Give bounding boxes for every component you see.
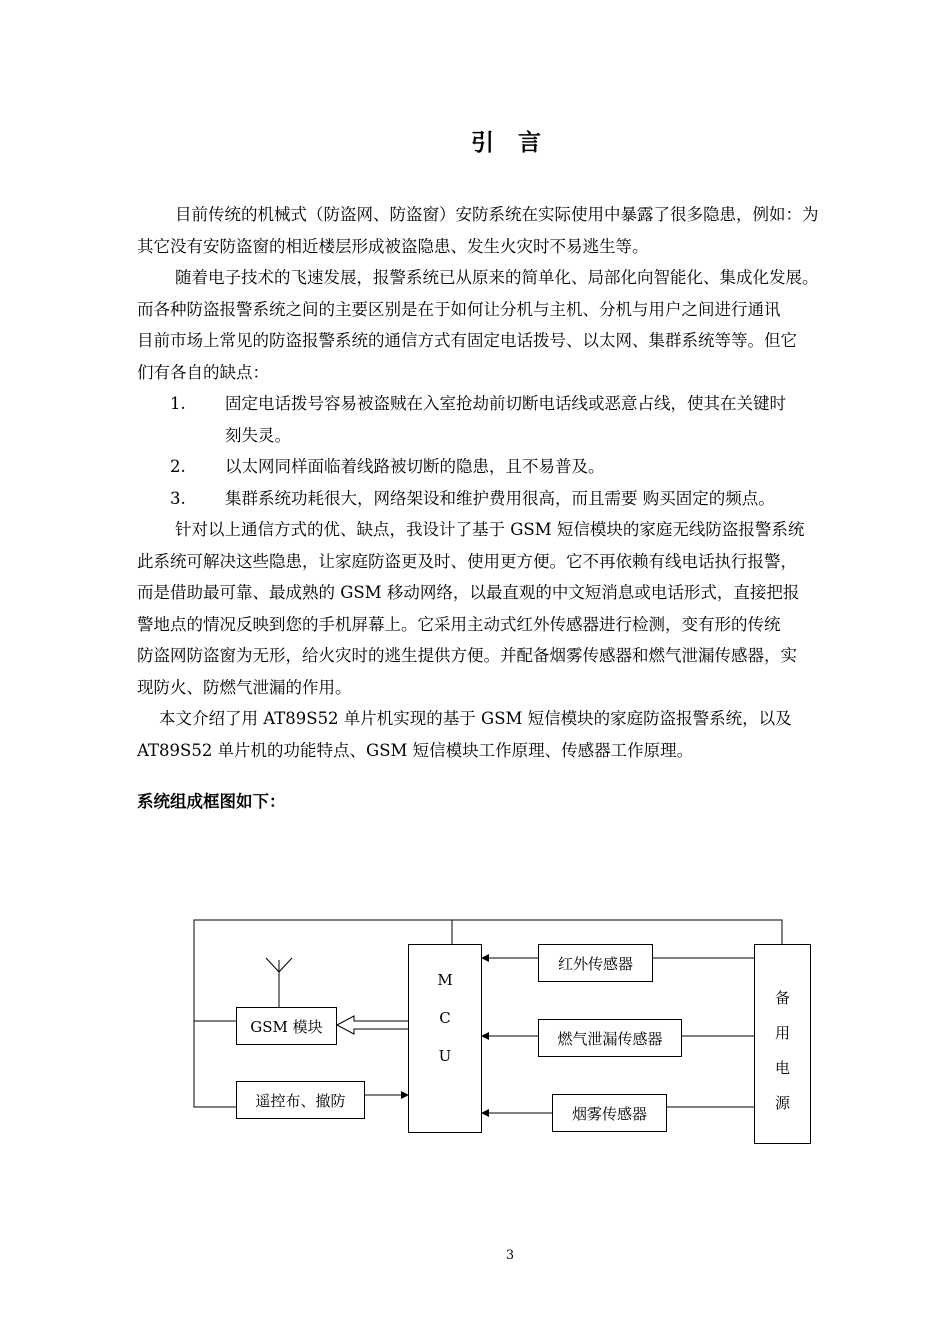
paragraph-line: 本文介绍了用 AT89S52 单片机实现的基于 GSM 短信模块的家庭防盗报警系统，以及 (159, 709, 792, 728)
infrared-sensor-box: 红外传感器 (538, 944, 653, 982)
power-char: 电 (774, 1059, 790, 1077)
paragraph-line: 们有各自的缺点： (137, 362, 269, 382)
remote-control-box: 遥控布、撤防 (236, 1081, 365, 1119)
list-text: 刻失灵。 (225, 425, 291, 445)
power-char: 源 (774, 1094, 790, 1112)
diagram-heading: 系统组成框图如下： (137, 792, 286, 811)
list-number: 2. (170, 457, 186, 476)
list-text: 固定电话拨号容易被盗贼在入室抢劫前切断电话线或恶意占线，使其在关键时 (225, 394, 786, 413)
backup-power-box (754, 944, 811, 1144)
mcu-box (408, 944, 482, 1133)
list-number: 1. (170, 394, 186, 413)
paragraph-line: 而各种防盗报警系统之间的主要区别是在于如何让分机与主机、分机与用户之间进行通讯 (137, 299, 781, 319)
paragraph-line: 警地点的情况反映到您的手机屏幕上。它采用主动式红外传感器进行检测，变有形的传统 (137, 614, 781, 634)
mcu-letter: C (439, 1009, 451, 1027)
list-number: 3. (170, 488, 186, 508)
power-char: 备 (774, 989, 790, 1007)
list-text: 集群系统功耗很大，网络架设和维护费用很高，而且需要 购买固定的频点。 (225, 488, 775, 508)
gsm-module-box: GSM 模块 (236, 1007, 337, 1045)
paragraph-line: 防盗网防盗窗为无形，给火灾时的逃生提供方便。并配备烟雾传感器和燃气泄漏传感器，实 (137, 646, 797, 665)
list-text: 以太网同样面临着线路被切断的隐患，且不易普及。 (225, 457, 605, 476)
paragraph-line: 随着电子技术的飞速发展，报警系统已从原来的简单化、局部化向智能化、集成化发展。 (175, 268, 819, 287)
paragraph-line: 目前传统的机械式（防盗网、防盗窗）安防系统在实际使用中暴露了很多隐患，例如：为 (175, 205, 819, 224)
page-title: 引 言 (470, 129, 549, 156)
hollow-arrow (337, 1016, 409, 1034)
paragraph-line: 目前市场上常见的防盗报警系统的通信方式有固定电话拨号、以太网、集群系统等等。但它 (137, 331, 797, 350)
paragraph-line: 针对以上通信方式的优、缺点，我设计了基于 GSM 短信模块的家庭无线防盗报警系统 (175, 520, 805, 539)
mcu-letter: M (437, 971, 453, 989)
smoke-sensor-box: 烟雾传感器 (552, 1094, 667, 1132)
antenna-icon (266, 958, 292, 1008)
page-number: 3 (505, 1248, 515, 1263)
paragraph-line: 而是借助最可靠、最成熟的 GSM 移动网络，以最直观的中文短消息或电话形式，直接把报 (137, 583, 800, 602)
power-char: 用 (774, 1024, 790, 1042)
paragraph-line: 其它没有安防盗窗的相近楼层形成被盗隐患、发生火灾时不易逃生等。 (137, 236, 649, 256)
paragraph-line: 此系统可解决这些隐患，让家庭防盗更及时、使用更方便。它不再依赖有线电话执行报警， (137, 551, 797, 571)
mcu-letter: U (438, 1047, 452, 1065)
gas-leak-sensor-box: 燃气泄漏传感器 (538, 1019, 682, 1057)
paragraph-line: 现防火、防燃气泄漏的作用。 (137, 677, 352, 697)
paragraph-line: AT89S52 单片机的功能特点、GSM 短信模块工作原理、传感器工作原理。 (137, 740, 694, 760)
